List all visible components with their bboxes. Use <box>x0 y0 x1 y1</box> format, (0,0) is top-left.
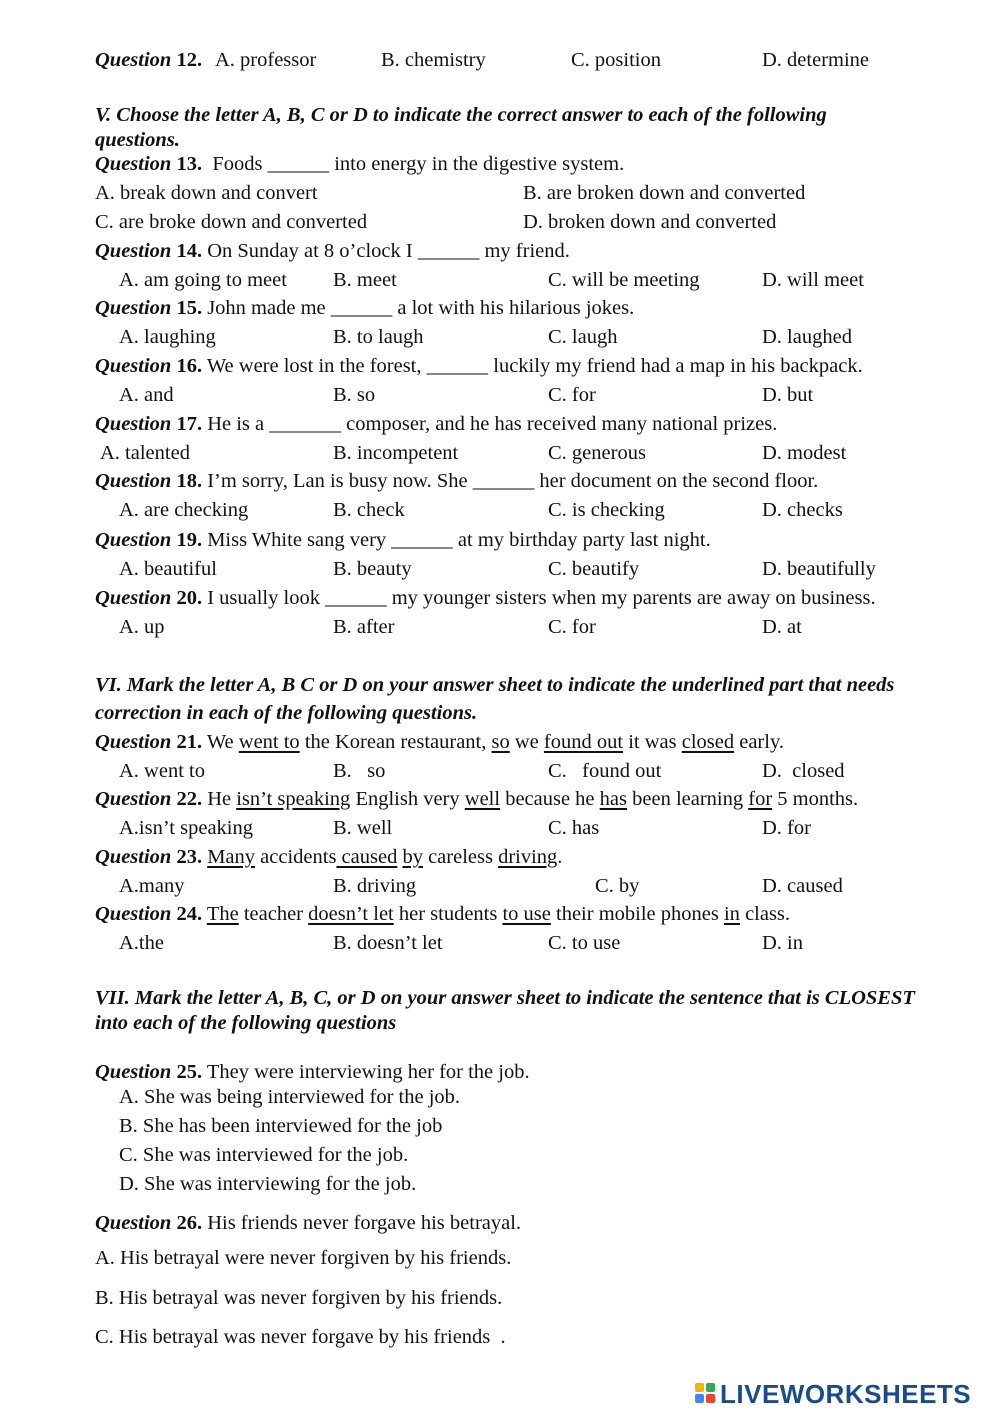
question-12: Question 12. <box>95 49 203 71</box>
q12-option-c: C. position <box>571 49 661 71</box>
question-22: Question 22. He isn’t speaking English very well because he has been learning for 5 months. <box>95 788 859 810</box>
q12-option-b: B. chemistry <box>381 49 486 71</box>
q14-option-b: B. meet <box>333 269 397 291</box>
question-16: Question 16. We were lost in the forest, ______ luckily my friend had a map in his backpack. <box>95 355 863 377</box>
q24-option-a: A.the <box>119 932 164 954</box>
section-vi-heading-line1: VI. Mark the letter A, B C or D on your answer sheet to indicate the underlined part that needs <box>95 674 895 696</box>
q26-option-c: C. His betrayal was never forgave by his friends . <box>95 1326 506 1348</box>
q25-option-c: C. She was interviewed for the job. <box>119 1144 409 1166</box>
liveworksheets-logo[interactable] <box>695 1379 971 1409</box>
q21-option-b: B. so <box>333 760 386 782</box>
question-14: Question 14. On Sunday at 8 o’clock I ______ my friend. <box>95 240 570 262</box>
section-vi-heading-line2: correction in each of the following questions. <box>95 702 478 724</box>
q13-option-c: C. are broke down and converted <box>95 211 368 233</box>
question-19: Question 19. Miss White sang very ______ at my birthday party last night. <box>95 529 711 551</box>
q23-option-d: D. caused <box>762 875 843 897</box>
q15-option-d: D. laughed <box>762 326 852 348</box>
q18-option-a: A. are checking <box>119 499 249 521</box>
liveworksheets-logo-text: LIVEWORKSHEETS <box>720 1379 972 1409</box>
question-26: Question 26. His friends never forgave his betrayal. <box>95 1212 522 1234</box>
question-15: Question 15. John made me ______ a lot with his hilarious jokes. <box>95 297 635 319</box>
q13-option-b: B. are broken down and converted <box>523 182 806 204</box>
q17-option-d: D. modest <box>762 442 847 464</box>
q18-option-c: C. is checking <box>548 499 665 521</box>
q24-option-c: C. to use <box>548 932 621 954</box>
section-v-heading-line2: questions. <box>95 129 180 151</box>
section-v-heading-line1: V. Choose the letter A, B, C or D to indicate the correct answer to each of the following <box>95 104 827 126</box>
q19-option-a: A. beautiful <box>119 558 217 580</box>
q17-option-a: A. talented <box>100 442 190 464</box>
q22-option-d: D. for <box>762 817 811 839</box>
q18-option-b: B. check <box>333 499 405 521</box>
q26-option-a: A. His betrayal were never forgiven by his friends. <box>95 1247 512 1269</box>
q18-option-d: D. checks <box>762 499 843 521</box>
question-21: Question 21. We went to the Korean restaurant, so we found out it was closed early. <box>95 731 784 753</box>
q25-option-d: D. She was interviewing for the job. <box>119 1173 417 1195</box>
q24-option-b: B. doesn’t let <box>333 932 443 954</box>
q12-option-d: D. determine <box>762 49 870 71</box>
q20-option-a: A. up <box>119 616 165 638</box>
question-20: Question 20. I usually look ______ my younger sisters when my parents are away on business. <box>95 587 876 609</box>
q13-option-a: A. break down and convert <box>95 182 318 204</box>
section-vii-heading-line1: VII. Mark the letter A, B, C, or D on your answer sheet to indicate the sentence that is CLOSEST <box>95 987 915 1009</box>
q16-option-c: C. for <box>548 384 596 406</box>
question-25: Question 25. They were interviewing her for the job. <box>95 1061 530 1083</box>
q20-option-c: C. for <box>548 616 596 638</box>
q15-option-a: A. laughing <box>119 326 216 348</box>
liveworksheets-logo-icon <box>695 1383 717 1405</box>
question-13: Question 13. Foods ______ into energy in the digestive system. <box>95 153 625 175</box>
question-18: Question 18. I’m sorry, Lan is busy now. She ______ her document on the second floor. <box>95 470 819 492</box>
q14-option-d: D. will meet <box>762 269 864 291</box>
q15-option-c: C. laugh <box>548 326 618 348</box>
q15-option-b: B. to laugh <box>333 326 424 348</box>
q26-option-b: B. His betrayal was never forgiven by his friends. <box>95 1287 503 1309</box>
q22-option-a: A.isn’t speaking <box>119 817 254 839</box>
q21-option-c: C. found out <box>548 760 662 782</box>
q23-option-c: C. by <box>595 875 640 897</box>
section-vii-heading-line2: into each of the following questions <box>95 1012 397 1034</box>
q21-option-a: A. went to <box>119 760 205 782</box>
q16-option-a: A. and <box>119 384 174 406</box>
q25-option-b: B. She has been interviewed for the job <box>119 1115 443 1137</box>
q17-option-c: C. generous <box>548 442 646 464</box>
q19-option-b: B. beauty <box>333 558 412 580</box>
q23-option-b: B. driving <box>333 875 417 897</box>
q24-option-d: D. in <box>762 932 803 954</box>
q22-option-b: B. well <box>333 817 393 839</box>
q13-option-d: D. broken down and converted <box>523 211 777 233</box>
q21-option-d: D. closed <box>762 760 845 782</box>
q22-option-c: C. has <box>548 817 600 839</box>
q14-option-a: A. am going to meet <box>119 269 287 291</box>
question-23: Question 23. Many accidents caused by careless driving. <box>95 846 563 868</box>
q23-option-a: A.many <box>119 875 185 897</box>
q19-option-c: C. beautify <box>548 558 640 580</box>
q16-option-b: B. so <box>333 384 376 406</box>
question-17: Question 17. He is a _______ composer, and he has received many national prizes. <box>95 413 778 435</box>
q16-option-d: D. but <box>762 384 814 406</box>
q20-option-d: D. at <box>762 616 802 638</box>
question-24: Question 24. The teacher doesn’t let her students to use their mobile phones in class. <box>95 903 791 925</box>
q20-option-b: B. after <box>333 616 395 638</box>
q14-option-c: C. will be meeting <box>548 269 700 291</box>
q12-option-a: A. professor <box>215 49 317 71</box>
q17-option-b: B. incompetent <box>333 442 459 464</box>
q19-option-d: D. beautifully <box>762 558 876 580</box>
q25-option-a: A. She was being interviewed for the job. <box>119 1086 461 1108</box>
